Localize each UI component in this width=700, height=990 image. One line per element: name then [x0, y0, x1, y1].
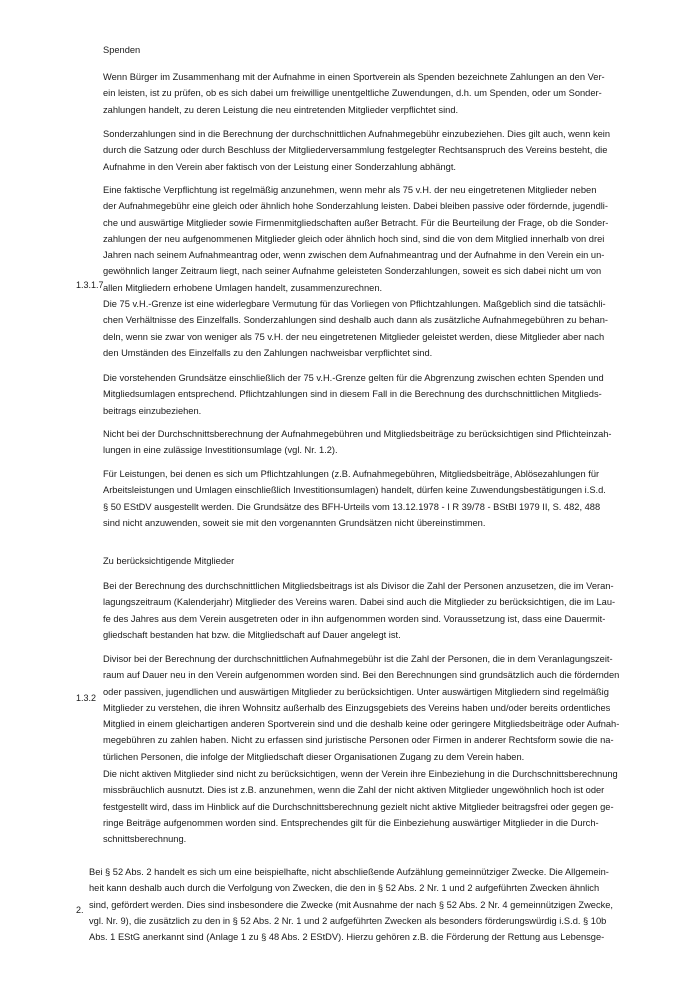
text-line: ein leisten, ist zu prüfen, ob es sich dabei um freiwillige unentgeltliche Zuwendungen, d.h. um Spenden, oder um Sonder-: [103, 88, 602, 99]
text-line: ringe Beiträge aufgenommen worden sind. Entsprechendes gilt für die Einbeziehung auswärtiger Mitglieder in die Durch-: [103, 817, 599, 828]
paragraph: [103, 578, 635, 643]
text-line: gliedschaft bestanden hat bzw. die Mitgliedschaft auf Dauer angelegt ist.: [103, 629, 401, 640]
text-line: Nicht bei der Durchschnittsberechnung der Aufnahmegebühren und Mitgliedsbeiträge zu berücksichtigen sind Pflichteinzah-: [103, 429, 612, 439]
text-line: gewöhnlich langer Zeitraum liegt, nach seiner Aufnahme geleisteten Sonderzahlungen, soweit es sich dabei nicht um von: [103, 266, 602, 277]
text-line: chen Verhältnisse des Einzelfalls. Sonderzahlungen sind deshalb auch dann als zusätzliche Aufnahmegebühren zu behan-: [103, 315, 608, 326]
text-line: vgl. Nr. 9), die zusätzlich zu den in § 52 Abs. 2 Nr. 1 und 2 aufgeführten Zwecken als besonders förderungswürdig i.S.d. § 10b: [89, 915, 607, 926]
text-line: Mitglieder zu verstehen, die ihren Wohnsitz außerhalb des Einzugsgebiets des Vereins haben und/oder bereits ordentliches: [103, 702, 611, 713]
text-line: Für Leistungen, bei denen es sich um Pflichtzahlungen (z.B. Aufnahmegebühren, Mitgliedsbeiträge, Ablösezahlungen für: [103, 469, 600, 479]
text-line: Sonderzahlungen sind in die Berechnung der durchschnittlichen Aufnahmegebühr einzubeziehen. Dies gilt auch, wenn kein: [103, 129, 611, 139]
text-line: § 50 EStDV ausgestellt werden. Die Grundsätze des BFH-Urteils vom 13.12.1978 - I R 39/78 - BStBl 1979 II, S. 482, 488: [103, 501, 601, 512]
paragraph: [103, 466, 635, 531]
paragraph: [103, 69, 635, 118]
paragraph: [89, 864, 631, 945]
text-line: Bei § 52 Abs. 2 handelt es sich um eine beispielhafte, nicht abschließende Aufzählung gemeinnütziger Zwecke. Die Allgemein-: [89, 867, 609, 877]
section-number: 1.3.1.7: [76, 280, 104, 290]
text-line: den Umständen des Einzelfalls zu den Zahlungen nachweisbar verpflichtet sind.: [103, 347, 433, 358]
text-line: missbräuchlich ausnutzt. Dies ist z.B. anzunehmen, wenn die Zahl der nicht aktiven Mitglieder ungewöhnlich hoch ist oder: [103, 785, 605, 796]
paragraph: [103, 651, 635, 765]
text-line: raum auf Dauer neu in den Verein aufgenommen worden sind. Bei den Berechnungen sind grundsätzlich auch die fördernden: [103, 670, 620, 681]
text-line: Die 75 v.H.-Grenze ist eine widerlegbare Vermutung für das Vorliegen von Pflichtzahlungen. Maßgeblich sind die tatsächli-: [103, 299, 606, 309]
text-line: oder passiven, jugendlichen und auswärtigen Mitglieder zu berücksichtigen. Unter auswärtigen Mitgliedern sind regelmäßig: [103, 686, 609, 697]
text-line: Divisor bei der Berechnung der durchschnittlichen Aufnahmegebühr ist die Zahl der Personen, die in dem Veranlagungszeit-: [103, 654, 613, 664]
text-line: Wenn Bürger im Zusammenhang mit der Aufnahme in einen Sportverein als Spenden bezeichnete Zahlungen an den Ver-: [103, 72, 605, 82]
text-line: festgestellt wird, dass im Hinblick auf die Durchschnittsberechnung gezielt nicht aktive Mitglieder beitragsfrei oder gegen ge-: [103, 801, 614, 812]
paragraph: [103, 126, 635, 175]
text-line: Eine faktische Verpflichtung ist regelmäßig anzunehmen, wenn mehr als 75 v.H. der neu eingetretenen Mitglieder neben: [103, 185, 597, 195]
text-line: Aufnahme in den Verein aber faktisch von der Leistung einer Sonderzahlung abhängt.: [103, 161, 457, 172]
paragraph: [103, 296, 635, 361]
text-line: beitrags einzubeziehen.: [103, 405, 202, 416]
text-line: heit kann deshalb auch durch die Verfolgung von Zwecken, die den in § 52 Abs. 2 Nr. 1 und 2 aufgeführten Zwecken ähnlich: [89, 883, 600, 894]
text-line: lagungszeitraum (Kalenderjahr) Mitglieder des Vereins waren. Dabei sind auch die Mitglieder zu berücksichtigen, die im Lau-: [103, 597, 616, 608]
section-title: Zu berücksichtigende Mitglieder: [103, 556, 235, 566]
paragraph: [103, 766, 635, 847]
paragraph: [103, 426, 635, 459]
text-line: sind nicht anzuwenden, soweit sie mit den vorgenannten Grundsätzen nicht übereinstimmen.: [103, 517, 486, 528]
text-line: zahlungen der neu aufgenommenen Mitglieder gleich oder ähnlich hoch sind, sind die von dem Mitglied innerhalb von drei: [103, 233, 605, 244]
text-line: zahlungen handelt, zu deren Leistung die neu eintretenden Mitglieder verpflichtet sind.: [103, 104, 459, 115]
text-line: megebühren zu zahlen haben. Nicht zu erfassen sind juristische Personen oder Firmen in anderer Rechtsform sowie die na-: [103, 735, 614, 746]
text-line: sind, gefördert werden. Dies sind insbesondere die Zwecke (mit Ausnahme der nach § 52 Abs. 2 Nr. 4 gemeinnützigen Zwecke,: [89, 899, 614, 910]
section-number: 2.: [76, 905, 84, 915]
text-line: schnittsberechnung.: [103, 834, 187, 845]
text-line: Jahren nach seinem Aufnahmeantrag oder, wenn zwischen dem Aufnahmeantrag und der Aufnahme in den Verein ein un-: [103, 250, 605, 261]
text-line: Die vorstehenden Grundsätze einschließlich der 75 v.H.-Grenze gelten für die Abgrenzung zwischen echten Spenden und: [103, 373, 604, 383]
text-line: Abs. 1 EStG anerkannt sind (Anlage 1 zu § 48 Abs. 2 EStDV). Hierzu gehören z.B. die Förderung der Rettung aus Lebensge-: [89, 932, 605, 943]
text-line: durch die Satzung oder durch Beschluss der Mitgliederversammlung festgelegter Rechtsanspruch des Vereins besteht, die: [103, 145, 608, 156]
text-line: türlichen Personen, die infolge der Mitgliedschaft dieser Organisationen Zugang zu dem Verein haben.: [103, 751, 525, 762]
text-line: der Aufnahmegebühr eine gleich oder ähnlich hohe Sonderzahlung leisten. Dabei bleiben passive oder fördernde, jugendli-: [103, 201, 608, 212]
text-line: Die nicht aktiven Mitglieder sind nicht zu berücksichtigen, wenn der Verein ihre Einbeziehung in die Durchschnittsberechnung: [103, 769, 618, 779]
text-line: Arbeitsleistungen und Umlagen einschließlich Investitionsumlagen) handelt, dürfen keine Zuwendungsbestätigungen i.S.d.: [103, 485, 606, 496]
text-line: Mitgliedsumlagen entsprechend. Pflichtzahlungen sind in diesem Fall in die Berechnung des durchschnittlichen Mitglieds-: [103, 389, 602, 400]
text-line: che und auswärtige Mitglieder sowie Firmenmitgliedschaften außer Betracht. Für die Beurteilung der Frage, ob die Sonder-: [103, 217, 609, 228]
paragraph: [103, 182, 635, 296]
text-line: Mitglied in einem gleichartigen anderen Sportverein sind und die deshalb keine oder geringere Mitgliedsbeiträge oder Aufnah-: [103, 719, 620, 730]
text-line: Bei der Berechnung des durchschnittlichen Mitgliedsbeitrags ist als Divisor die Zahl der Personen anzusetzen, die im Veran-: [103, 581, 614, 591]
text-line: fe des Jahres aus dem Verein ausgetreten oder in ihn aufgenommen worden sind. Voraussetzung ist, dass eine Dauermit-: [103, 613, 606, 624]
text-line: deln, wenn sie zwar von weniger als 75 v.H. der neu eingetretenen Mitglieder geleistet werden, diese Mitglieder aber nach: [103, 331, 605, 342]
section-number: 1.3.2: [76, 693, 97, 703]
section-title: Spenden: [103, 45, 141, 55]
text-line: allen Mitgliedern erhobene Umlagen handelt, zusammenzurechnen.: [103, 282, 383, 293]
paragraph: [103, 370, 635, 419]
text-line: lungen in eine zulässige Investitionsumlage (vgl. Nr. 1.2).: [103, 445, 338, 456]
